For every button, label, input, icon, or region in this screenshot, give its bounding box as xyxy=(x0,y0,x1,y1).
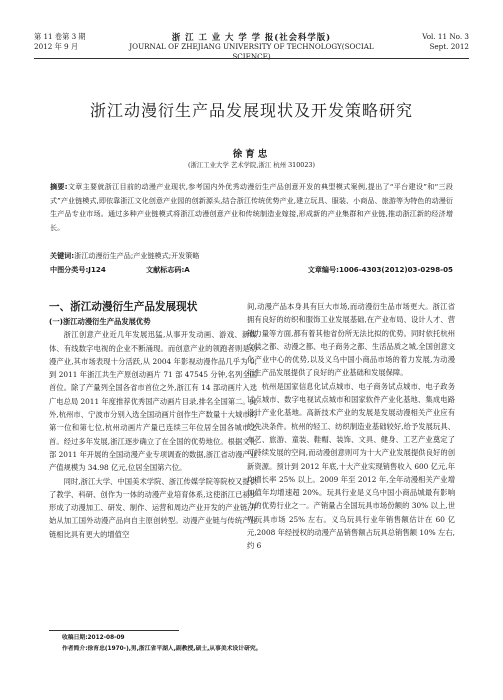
issue-date-en: Sept. 2012 xyxy=(429,42,469,51)
body-column-left xyxy=(49,300,257,541)
abstract xyxy=(50,180,453,234)
author-affiliation: (浙江工业大学 艺术学院,浙江 杭州 310023) xyxy=(188,161,315,169)
keywords-text: 浙江动漫衍生产品;产业链模式;开发策略 xyxy=(74,251,200,260)
abstract-label: 摘要: xyxy=(50,182,68,191)
body-paragraph: 杭州是国家信息化试点城市、电子商务试点城市、电子政务试点城市、数字电视试点城市和国家软件产业化基地、集成电路设计产业化基地。高新技术产业的发展是发展动漫相关产业应有的先决条件。杭州的轻工、纺织制造业基础较好,给予发展玩具、布艺、旅游、童装、鞋帽、装饰、文具、健身、工艺产业奠定了可持续发展的空间,而动漫创意则可为十大产业发展提供良好的创新资源。预计到 2012 年底,十大产业实现销售收入 600 亿元,年均增长率 25% 以上。2009 年至 2012 年,全年动漫相关产业增加值年均增速超 20%。玩具行业是义乌中国小商品城最有影响力的优势行业之一。产销量占全国玩具市场份额的 30% 以上,世界玩具市场 25% 左右。义乌玩具行业年销售额估计在 60 亿元,2008 年经授权的动漫产品销售额占玩具总销售额 10% 左右,约 6 xyxy=(247,381,455,551)
subsection-heading: (一)浙江动漫衍生产品发展优势 xyxy=(49,317,151,326)
abstract-text: 文章主要就浙江目前的动漫产业现状,参考国内外优秀动漫衍生产品创意开发的典型模式案例,提出了“平台建设”和“三段式”产业链模式,即依靠浙江文化创意产业园的创新源头,结合浙江传统优势产业,建立玩具、服装、小商品、旅游等为特色的动漫衍生产品专业市场。通过多种产业链模式将浙江动漫创意产业和传统制造业嫁接,形成新的产业集群和产业链,推动浙江新的经济增长。 xyxy=(50,182,453,232)
document-code: 文献标志码:A xyxy=(146,265,190,274)
article-number: 文章编号:1006-4303(2012)03-0298-05 xyxy=(307,265,453,274)
section-heading: 一、浙江动漫衍生产品发展现状 xyxy=(49,301,198,313)
body-paragraph: 浙江创意产业近几年发展迅猛,从事开发动画、游戏、新媒体、有线数字电视的企业不断涌现。而创意产业的领跑者则是动漫产业,其市场表现十分活跃,从 2004 年影视动漫作品几乎为 0,到 2011 年浙江共生产原创动画片 71 部 47545 分钟,名列全国首位。除了产量列全国各省市首位之外,浙江有 14 部动画片入选广电总局 2011 年度推荐优秀国产动画片目录,排名全国第二。此外,杭州市、宁波市分别入选全国动画片创作生产数量十大城市的第一位和第七位,杭州动画片产量已连续三年位居全国各城市之首。经过多年发展,浙江逐步确立了在全国的优势地位。根据文化部 2011 年开展的全国动漫产业专项调查的数据,浙江省动漫产业产值规模为 34.98 亿元,位居全国第六位。 xyxy=(49,330,257,473)
article-title: 浙江动漫衍生产品发展现状及开发策略研究 xyxy=(89,101,413,120)
keywords-label: 关键词: xyxy=(50,251,75,260)
article-author: 徐育忠 xyxy=(232,149,271,160)
body-column-right xyxy=(247,300,455,553)
body-paragraph: 间,动漫产品本身具有巨大市场,而动漫衍生品市场更大。浙江省拥有良好的纺织和服饰工业发展基础,在产业布局、设计人才、营销力量等方面,都有着其他省份所无法比拟的优势。同时依托杭州女装之都、动漫之都、电子商务之都、生活品质之城,全国创意文化产业中心的优势,以及义乌中国小商品市场的着力发展,为动漫衍生产品发展提供了良好的产业基础和发展保障。 xyxy=(247,302,455,378)
journal-name-cn: 浙 江 工 业 大 学 学 报(社会科学版) xyxy=(171,32,332,42)
volume-issue-en: Vol. 11 No. 3 xyxy=(422,32,469,41)
journal-name-en: JOURNAL OF ZHEJIANG UNIVERSITY OF TECHNOLOGY(SOCIAL SCIENCE) xyxy=(129,42,374,61)
journal-header xyxy=(34,32,469,66)
header-rule xyxy=(34,58,469,59)
footnote-author: 作者简介:徐育忠(1970-),男,浙江省平湖人,副教授,硕士,从事美术设计研究。 xyxy=(62,646,262,652)
volume-issue: 第 11 卷第 3 期 xyxy=(34,32,86,41)
issue-info-en xyxy=(422,32,469,52)
footnote-rule xyxy=(49,630,179,631)
keywords xyxy=(50,250,453,262)
body-paragraph: 同时,浙江大学、中国美术学院、浙江传媒学院等院校又提供了教学、科研、创作为一体的动漫产业培育体系,这使浙江已初步形成了动漫加工、研发、制作、运营和周边产业开发的产业链,开始从加工国外动漫产品向自主原创转型。动漫产业链与传统产业链相比具有更大的增值空 xyxy=(49,476,257,539)
issue-info xyxy=(34,32,86,52)
classification-line xyxy=(50,264,453,276)
issue-date: 2012 年 9 月 xyxy=(34,42,79,51)
clc-number: 中图分类号:J124 xyxy=(50,265,106,274)
footnote-received: 收稿日期:2012-08-09 xyxy=(62,635,125,641)
